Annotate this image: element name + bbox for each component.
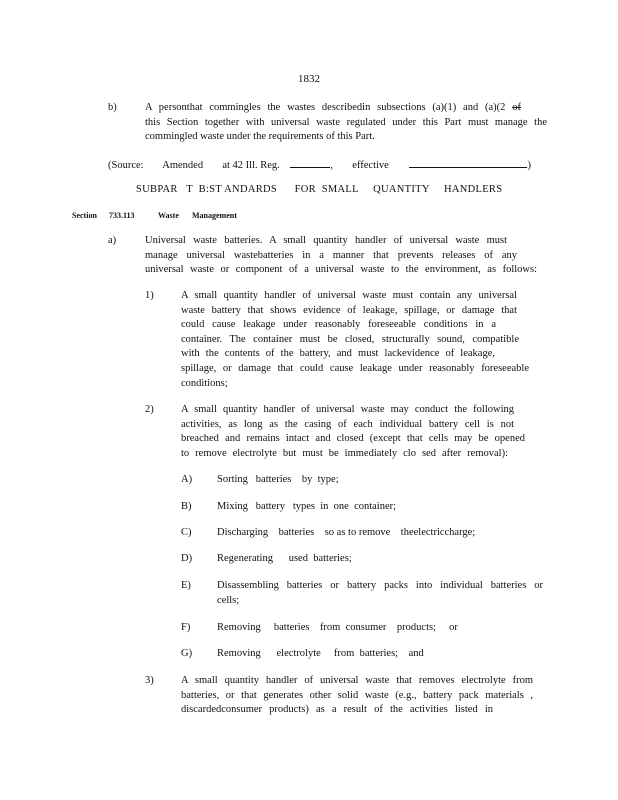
- source-open: (Source:: [108, 160, 144, 171]
- item-3-line-2: batteries, or that generates other solid waste (e.g., battery pack materials ,: [181, 689, 533, 701]
- item-1-line-5: with the contents of the battery, and must lackevidence of leakage,: [181, 348, 495, 360]
- sub-item-g-text: Removing electrolyte from batteries; and: [217, 648, 424, 659]
- item-1-line-2: waste battery that shows evidence of leakage, spillage, or damage that: [181, 304, 517, 316]
- item-2: [181, 403, 525, 461]
- source-note: (Source: Amended at 42 Ill. Reg. , effective ): [108, 157, 508, 174]
- sub-item-g-marker: G): [181, 648, 193, 659]
- para-a-line-3: universal waste or component of a universal waste to the environment, as follows:: [145, 264, 537, 276]
- item-3-marker: 3): [145, 675, 154, 686]
- item-2-line-4: to remove electrolyte but must be immediately clo sed after removal):: [181, 447, 508, 459]
- para-b-marker: b): [108, 102, 117, 113]
- para-b-line-3: commingled waste under the requirements of this Part.: [145, 131, 375, 143]
- item-1-marker: 1): [145, 290, 154, 301]
- page-number: 1832: [298, 73, 320, 85]
- sub-item-e-line-2: cells;: [217, 594, 240, 606]
- para-a-line-2: manage universal wastebatteries in a manner that prevents releases of any: [145, 249, 517, 261]
- sub-item-a-text: Sorting batteries by type;: [217, 474, 339, 485]
- item-2-marker: 2): [145, 404, 154, 415]
- sub-item-d-marker: D): [181, 553, 193, 564]
- sub-item-b-text: Mixing battery types in one container;: [217, 501, 397, 512]
- item-1-line-3: could cause leakage under reasonably foreseeable conditions in a: [181, 319, 496, 331]
- item-3: [181, 674, 533, 718]
- sub-item-a-marker: A): [181, 474, 193, 485]
- section-title-word-2: Management: [192, 211, 237, 220]
- item-1: [181, 289, 529, 391]
- item-2-line-1: A small quantity handler of universal waste may conduct the following: [181, 404, 514, 415]
- item-1-line-6: spillage, or damage that could cause leakage under reasonably foreseeable: [181, 362, 529, 374]
- item-3-line-3: discardedconsumer products) as a result of the activities listed in: [181, 704, 493, 716]
- para-a-line-1: Universal waste batteries. A small quantity handler of universal waste must: [145, 235, 507, 246]
- para-b: [145, 101, 547, 145]
- sub-item-c-text: Discharging batteries so as to remove theelectriccharge;: [217, 527, 476, 538]
- struck-text: of: [512, 102, 521, 113]
- sub-item-c-marker: C): [181, 527, 192, 538]
- item-3-line-1: A small quantity handler of universal waste that removes electrolyte from: [181, 675, 533, 686]
- sub-item-b-marker: B): [181, 501, 192, 512]
- subpart-heading: SUBPAR T B:ST ANDARDS FOR SMALL QUANTITY HANDLERS: [136, 184, 503, 195]
- sub-item-f-text: Removing batteries from consumer products; or: [217, 622, 458, 633]
- section-title-word-1: Waste: [158, 211, 179, 220]
- item-1-line-7: conditions;: [181, 377, 228, 389]
- para-b-line-1: A personthat commingles the wastes describedin subsections (a)(1) and (a)(2 of: [145, 102, 521, 113]
- section-number: 733.113: [109, 211, 135, 220]
- register-blank[interactable]: [290, 157, 330, 168]
- sub-item-f-marker: F): [181, 622, 191, 633]
- sub-item-e: [217, 579, 543, 608]
- item-2-line-2: activities, as long as the casing of each individual battery cell is not: [181, 418, 514, 430]
- sub-item-d-text: Regenerating used batteries;: [217, 553, 352, 564]
- effective-date-blank[interactable]: [409, 157, 527, 168]
- source-amended: Amended: [162, 160, 204, 171]
- sub-item-e-marker: E): [181, 580, 191, 591]
- item-2-line-3: breached and remains intact and closed (except that cells may be opened: [181, 433, 525, 445]
- sub-item-e-line-1: Disassembling batteries or battery packs into individual batteries or: [217, 580, 543, 591]
- item-1-line-4: container. The container must be closed, structurally sound, compatible: [181, 333, 519, 345]
- para-b-line-2: this Section together with universal waste regulated under this Part must manage the: [145, 116, 547, 128]
- item-1-line-1: A small quantity handler of universal waste must contain any universal: [181, 290, 517, 301]
- para-a: [145, 234, 537, 278]
- section-label: Section: [72, 211, 97, 220]
- para-a-marker: a): [108, 235, 117, 246]
- source-effective: effective: [352, 160, 389, 171]
- source-register: at 42 Ill. Reg.: [222, 160, 280, 171]
